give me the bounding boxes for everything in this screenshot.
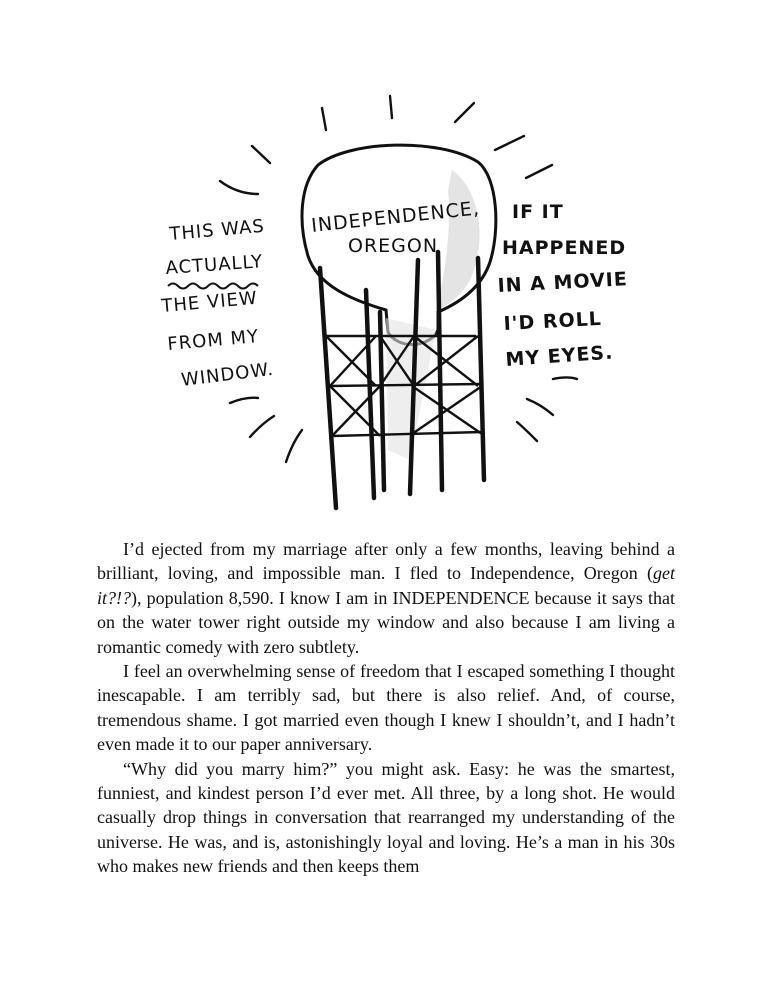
left-note-line: ACTUALLY bbox=[164, 251, 264, 279]
paragraph-1 bbox=[97, 537, 675, 659]
paragraph-2: I feel an overwhelming sense of freedom that I escaped something I thought inescapable. I am terribly sad, but there is also relief. And, of course, tremendous shame. I got married even though I knew I shouldn’t, and I hadn’t even made it to our paper anniversary. bbox=[97, 661, 675, 755]
paragraph-3: “Why did you marry him?” you might ask. Easy: he was the smartest, funniest, and kindest person I’d ever met. All three, by a long shot. He would casually drop things in conversation that rearranged my understanding of the universe. He was, and is, astonishingly loyal and loving. He’s a man in his 30s who makes new friends and then keeps them bbox=[97, 758, 675, 877]
paragraph-1-emphasis: get it?!? bbox=[97, 563, 675, 608]
left-handwritten-note bbox=[160, 216, 275, 391]
left-note-line: FROM MY bbox=[166, 326, 260, 355]
left-note-line: THE VIEW bbox=[160, 287, 259, 317]
paragraph-1-text-b: ), population 8,590. I know I am in INDEPENDENCE because it says that on the water tower right outside my window and also because I am living a romantic comedy with zero subtlety. bbox=[97, 587, 675, 657]
left-note-line: WINDOW. bbox=[180, 358, 275, 391]
body-text bbox=[97, 537, 675, 879]
right-note-line: IN A MOVIE bbox=[497, 268, 629, 297]
paragraph-1-text-a: I’d ejected from my marriage after only a few months, leaving behind a brilliant, loving, and impossible man. I fled to Independence, Oregon ( bbox=[97, 539, 675, 584]
right-note-line: IF IT bbox=[512, 201, 564, 223]
right-note-line: MY EYES. bbox=[504, 341, 614, 371]
right-handwritten-note bbox=[497, 201, 628, 371]
left-note-line: THIS WAS bbox=[168, 215, 266, 245]
right-note-line: I'D ROLL bbox=[503, 307, 603, 335]
right-note-line: HAPPENED bbox=[502, 237, 627, 259]
tank-label-line1: INDEPENDENCE, bbox=[310, 197, 481, 237]
tank-label-line2: OREGON bbox=[348, 235, 439, 257]
